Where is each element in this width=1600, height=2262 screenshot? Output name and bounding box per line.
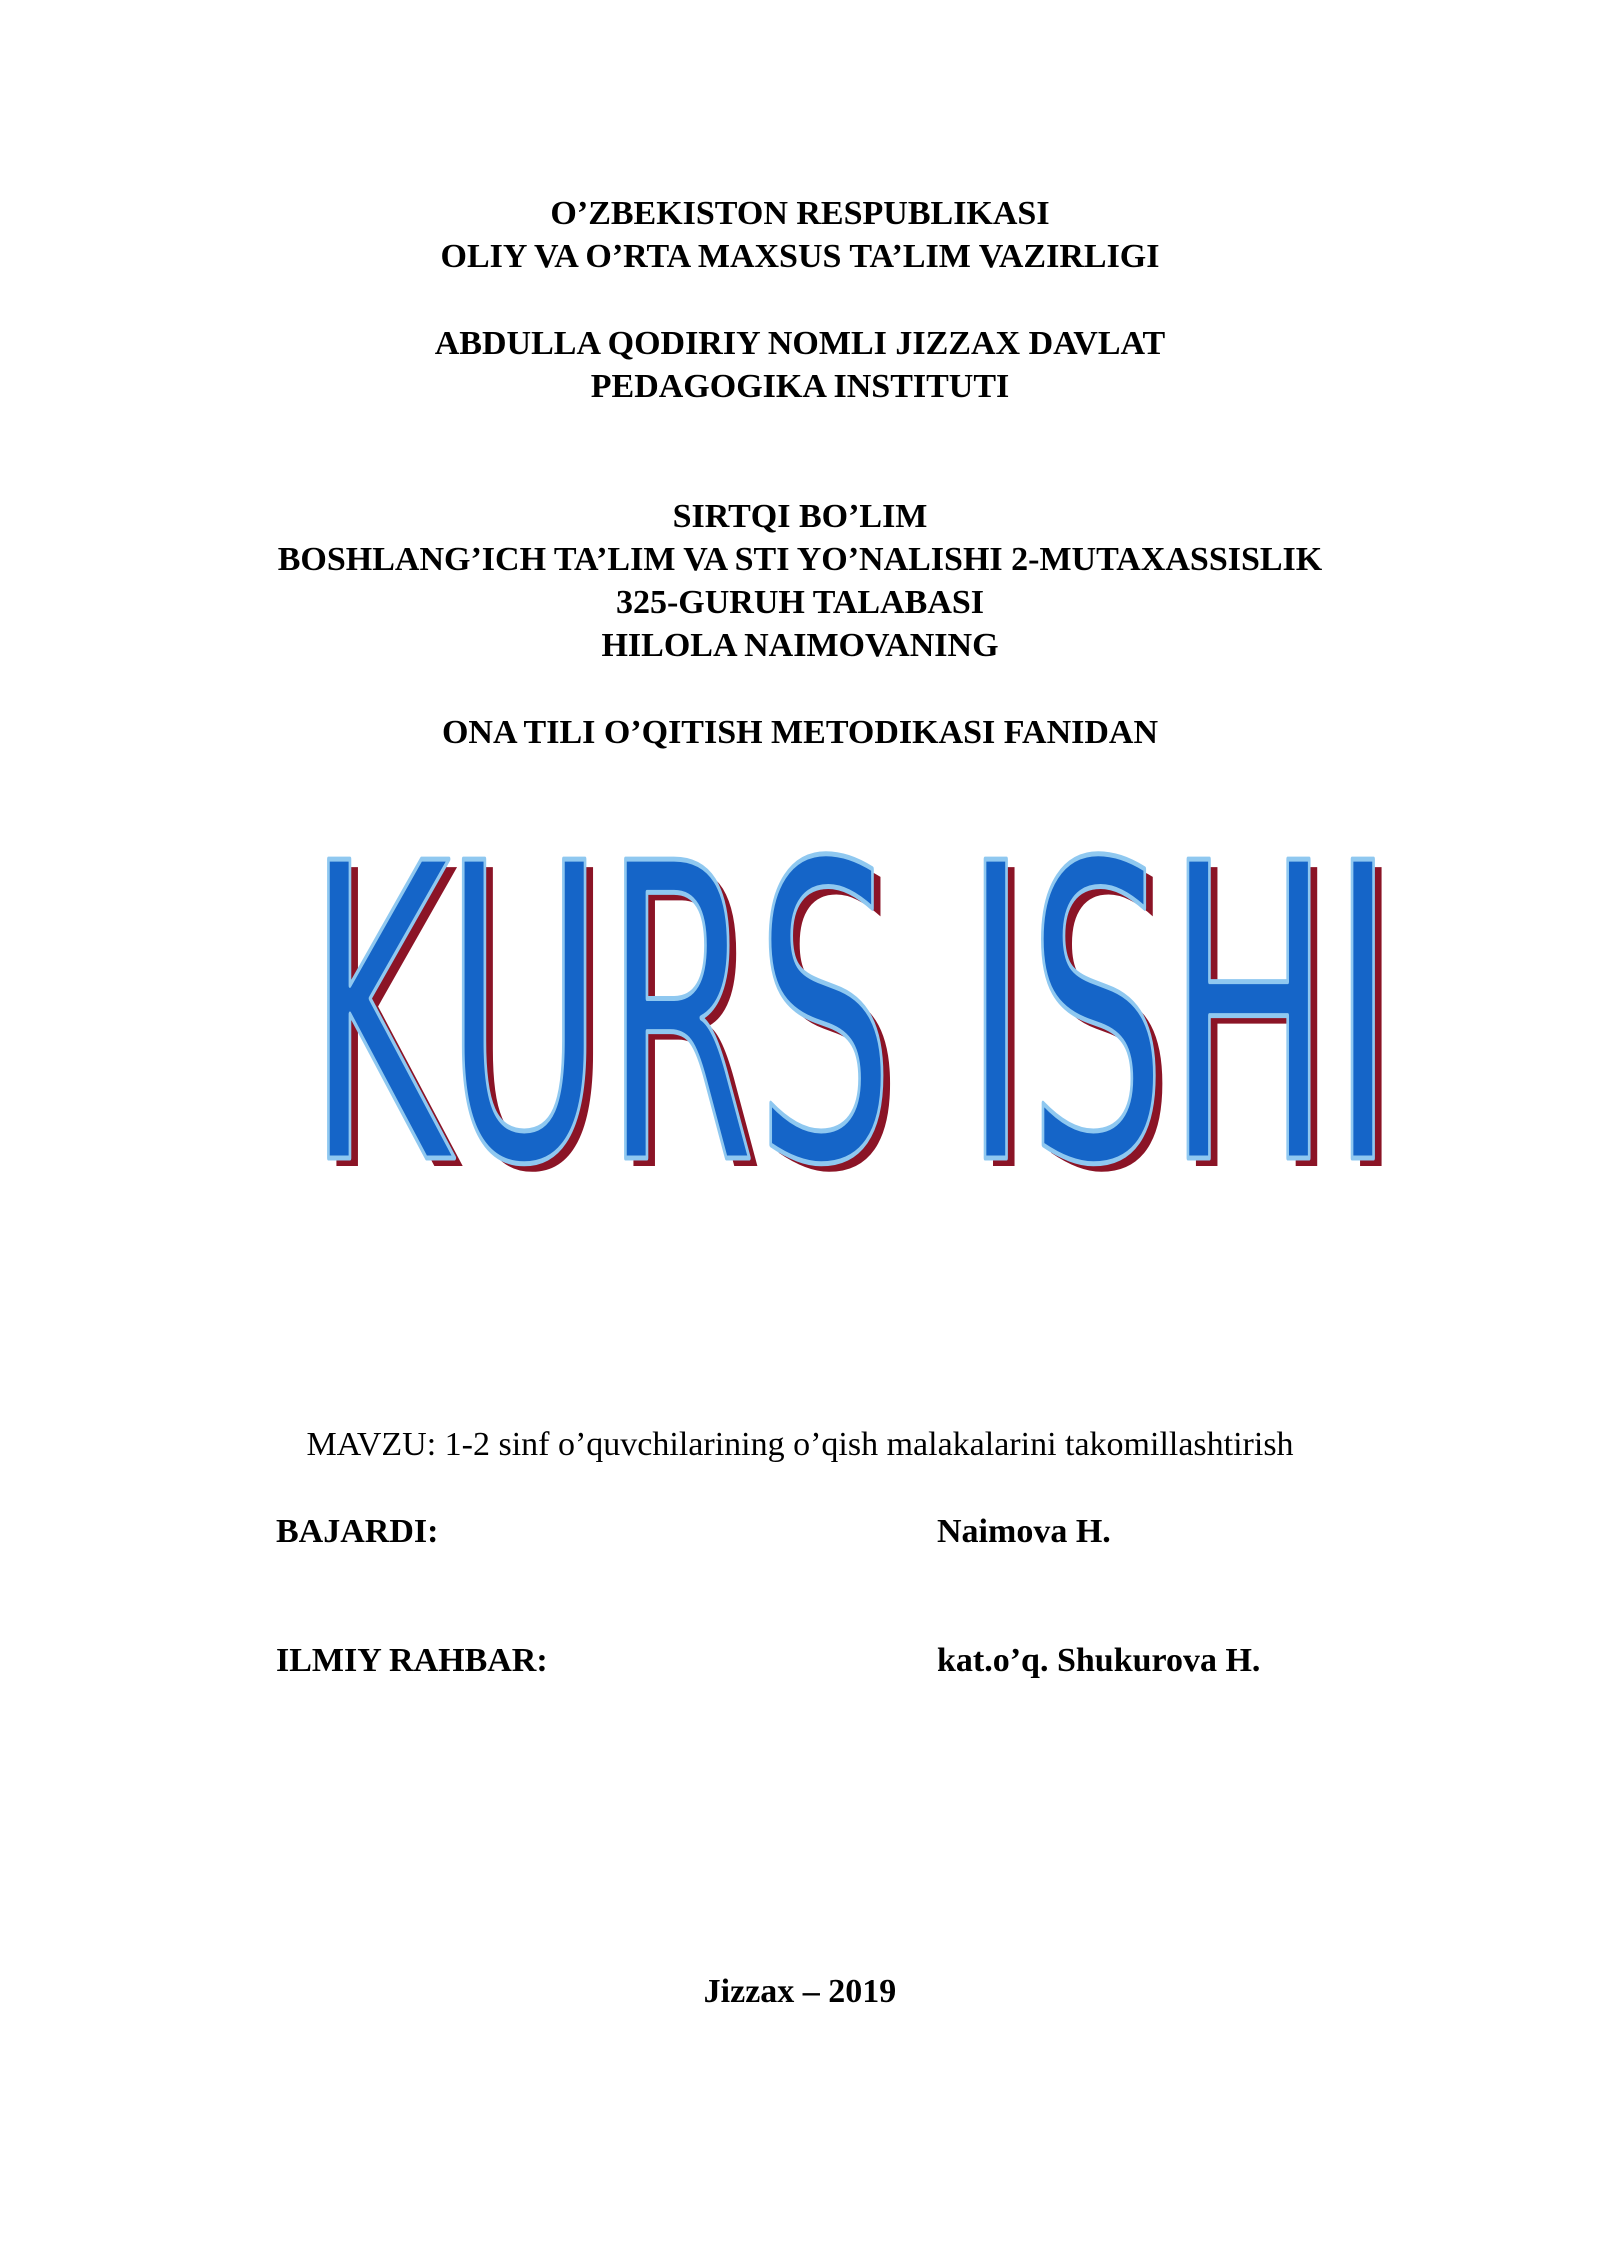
title-wordart bbox=[300, 777, 1410, 1263]
institute-name-line2: PEDAGOGIKA INSTITUTI bbox=[590, 368, 1010, 405]
performed-by-label: BAJARDI: bbox=[276, 1513, 439, 1550]
supervisor-label: ILMIY RAHBAR: bbox=[276, 1642, 548, 1679]
subject: ONA TILI O’QITISH METODIKASI FANIDAN bbox=[441, 714, 1159, 751]
performed-by-value: Naimova H. bbox=[937, 1513, 1111, 1550]
direction: BOSHLANG’ICH TA’LIM VA STI YO’NALISHI 2-MUTAXASSISLIK bbox=[277, 541, 1323, 578]
department: SIRTQI BO’LIM bbox=[672, 498, 928, 535]
group: 325-GURUH TALABASI bbox=[615, 584, 985, 621]
footer-city-year: Jizzax – 2019 bbox=[703, 1973, 897, 2010]
header-republic: O’ZBEKISTON RESPUBLIKASI bbox=[550, 195, 1050, 232]
theme: MAVZU: 1-2 sinf o’quvchilarining o’qish malakalarini takomillashtirish bbox=[306, 1426, 1294, 1463]
student-name: HILOLA NAIMOVANING bbox=[601, 627, 999, 664]
institute-name-line1: ABDULLA QODIRIY NOMLI JIZZAX DAVLAT bbox=[434, 325, 1166, 362]
title-shadow: KURS ISHI bbox=[315, 785, 1403, 1263]
page-title: KURS ISHI bbox=[307, 777, 1395, 1255]
header-ministry: OLIY VA O’RTA MAXSUS TA’LIM VAZIRLIGI bbox=[440, 238, 1160, 275]
supervisor-value: kat.o’q. Shukurova H. bbox=[937, 1642, 1261, 1679]
